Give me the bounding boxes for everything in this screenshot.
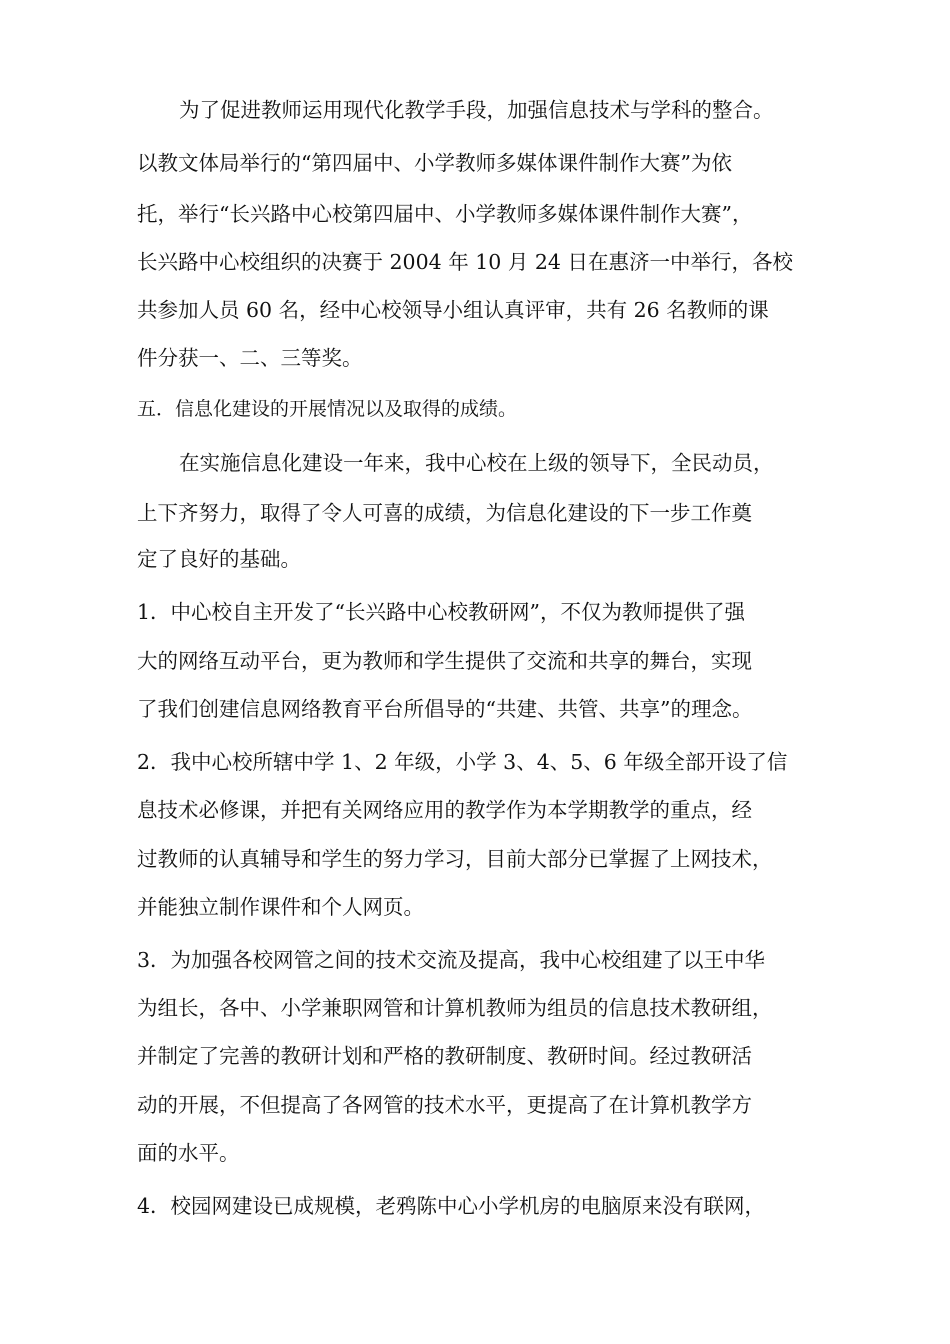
paragraph-1-line-4: 长兴路中心校组织的决赛于 2004 年 10 月 24 日在惠济一中举行，各校 [137, 250, 793, 274]
item-2-line-4: 并能独立制作课件和个人网页。 [137, 895, 424, 919]
item-2-line-1: 2．我中心校所辖中学 1、2 年级，小学 3、4、5、6 年级全部开设了信 [137, 750, 788, 774]
item-3-line-3: 并制定了完善的教研计划和严格的教研制度、教研时间。经过教研活 [137, 1044, 752, 1068]
paragraph-1-line-5: 共参加人员 60 名，经中心校领导小组认真评审，共有 26 名教师的课 [137, 298, 769, 322]
item-1-line-3: 了我们创建信息网络教育平台所倡导的“共建、共管、共享”的理念。 [137, 697, 753, 721]
paragraph-1-line-6: 件分获一、二、三等奖。 [137, 346, 363, 370]
item-3-line-5: 面的水平。 [137, 1141, 240, 1165]
item-3-line-4: 动的开展，不但提高了各网管的技术水平，更提高了在计算机教学方 [137, 1093, 752, 1117]
paragraph-1-line-3: 托，举行“长兴路中心校第四届中、小学教师多媒体课件制作大赛”， [137, 202, 753, 226]
item-2-line-3: 过教师的认真辅导和学生的努力学习，目前大部分已掌握了上网技术， [137, 847, 773, 871]
item-3-line-2: 为组长，各中、小学兼职网管和计算机教师为组员的信息技术教研组， [137, 996, 773, 1020]
paragraph-1-line-2: 以教文体局举行的“第四届中、小学教师多媒体课件制作大赛”为依 [137, 151, 732, 175]
paragraph-2-line-2: 上下齐努力，取得了令人可喜的成绩，为信息化建设的下一步工作奠 [137, 501, 752, 525]
paragraph-1-line-1: 为了促进教师运用现代化教学手段，加强信息技术与学科的整合。 [179, 98, 774, 122]
item-3-line-1: 3．为加强各校网管之间的技术交流及提高，我中心校组建了以王中华 [137, 948, 766, 972]
paragraph-2-line-1: 在实施信息化建设一年来，我中心校在上级的领导下，全民动员， [179, 451, 774, 475]
item-1-line-2: 大的网络互动平台，更为教师和学生提供了交流和共享的舞台，实现 [137, 649, 752, 673]
item-4-line-1: 4．校园网建设已成规模，老鸦陈中心小学机房的电脑原来没有联网， [137, 1194, 766, 1218]
section-heading: 五．信息化建设的开展情况以及取得的成绩。 [137, 398, 518, 420]
item-2-line-2: 息技术必修课，并把有关网络应用的教学作为本学期教学的重点，经 [137, 798, 752, 822]
item-1-line-1: 1．中心校自主开发了“长兴路中心校教研网”，不仅为教师提供了强 [137, 600, 746, 624]
paragraph-2-line-3: 定了良好的基础。 [137, 547, 301, 571]
